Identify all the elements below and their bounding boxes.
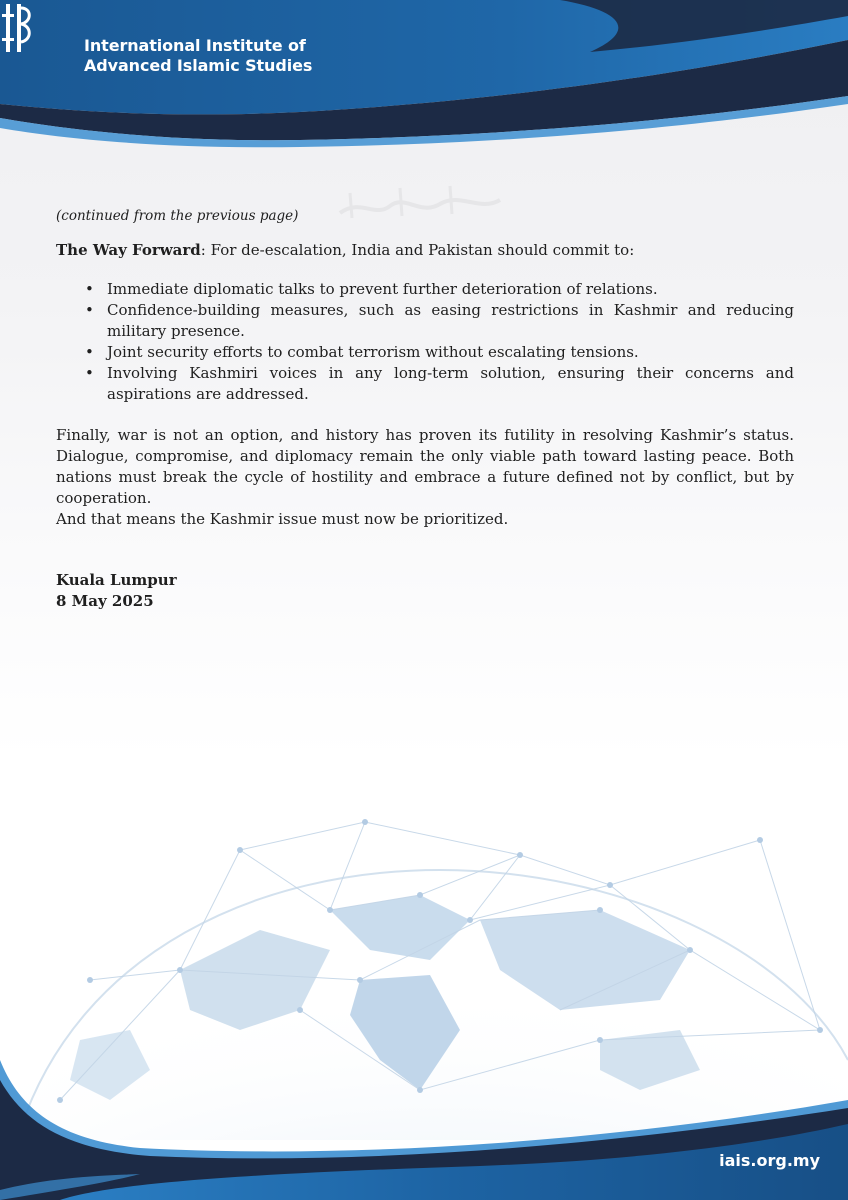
website-link[interactable]: iais.org.my <box>719 1151 820 1170</box>
letter-body <box>56 206 794 612</box>
iais-logo-icon <box>0 0 36 56</box>
way-forward-text: : For de-escalation, India and Pakistan should commit to: <box>200 241 635 259</box>
closing-paragraph: Finally, war is not an option, and history has proven its futility in resolving Kashmir’s status. Dialogue, compromise, and diplomacy remain the only viable path toward lasting peace. Both nations must break the cycle of hostility and embrace a future defined not by conflict, but by cooperation. <box>56 426 794 507</box>
way-forward-heading: The Way Forward <box>56 241 201 259</box>
bullet-icon: • <box>85 364 94 382</box>
list-item <box>56 279 794 300</box>
bullet-icon: • <box>85 343 94 361</box>
list-item <box>56 342 794 363</box>
list-item-text: Involving Kashmiri voices in any long-term solution, ensuring their concerns and aspirations are addressed. <box>107 364 794 403</box>
letterhead-banner <box>0 0 848 150</box>
signoff-date: 8 May 2025 <box>56 592 154 610</box>
list-item-text: Joint security efforts to combat terrorism without escalating tensions. <box>107 343 639 361</box>
continued-note: (continued from the previous page) <box>56 208 299 224</box>
way-forward-paragraph <box>56 240 794 261</box>
org-name-line-2: Advanced Islamic Studies <box>84 56 313 75</box>
bullet-icon: • <box>85 280 94 298</box>
org-name-line-1: International Institute of <box>84 36 306 55</box>
organization-name <box>84 36 312 76</box>
footer-banner <box>0 1040 848 1200</box>
bullet-icon: • <box>85 301 94 319</box>
signoff-place: Kuala Lumpur <box>56 571 177 589</box>
list-item <box>56 363 794 405</box>
list-item-text: Confidence-building measures, such as easing restrictions in Kashmir and reducing military presence. <box>107 301 794 340</box>
list-item-text: Immediate diplomatic talks to prevent further deterioration of relations. <box>107 280 658 298</box>
commitments-list <box>56 279 794 405</box>
list-item <box>56 300 794 342</box>
closing-line: And that means the Kashmir issue must now be prioritized. <box>56 510 509 528</box>
footer-wave-graphic <box>0 1040 848 1200</box>
